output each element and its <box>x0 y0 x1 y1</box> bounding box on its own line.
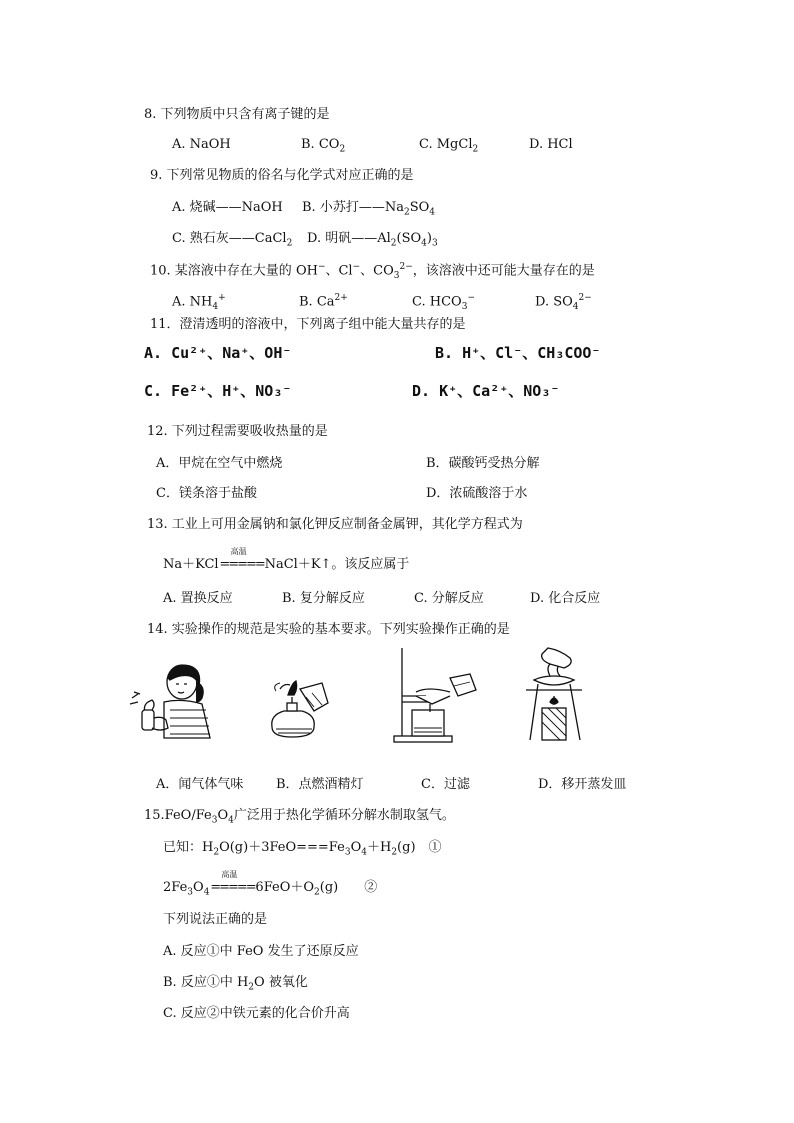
q11-option-d: D. K⁺、Ca²⁺、NO₃⁻ <box>412 382 560 400</box>
q14-option-b: B．点燃酒精灯 <box>276 777 364 792</box>
q12-option-d: D．浓硫酸溶于水 <box>426 486 528 501</box>
q8-stem: 8. 下列物质中只含有离子键的是 <box>144 107 330 122</box>
q14-option-d: D．移开蒸发皿 <box>538 777 627 792</box>
lighting-alcohol-lamp-illustration <box>262 667 334 743</box>
q13-option-b: B. 复分解反应 <box>282 591 365 606</box>
filtration-illustration <box>392 646 482 744</box>
q9-option-c: C. 熟石灰——CaCl$_2$ <box>172 231 293 249</box>
q9-option-a: A. 烧碱——NaOH <box>172 200 283 215</box>
q14-option-a: A．闻气体气味 <box>156 777 244 792</box>
q12-stem: 12. 下列过程需要吸收热量的是 <box>147 424 328 439</box>
q9-option-b: B. 小苏打$——Na_2SO_4$ <box>302 200 435 218</box>
smelling-gas-illustration <box>124 658 224 740</box>
q13-equation: Na＋KCl 高温 =====NaCl＋K↑。该反应属于 <box>163 547 410 572</box>
q15-stem: $15.FeO/Fe_3O_4$广泛用于热化学循环分解水制取氢气。 <box>144 808 455 826</box>
q11-option-a: A. Cu²⁺、Na⁺、OH⁻ <box>144 344 292 362</box>
q15-sub-stem: 下列说法正确的是 <box>163 912 268 927</box>
q14-option-c: C．过滤 <box>421 777 470 792</box>
removing-evaporating-dish-illustration <box>520 646 590 744</box>
q13-stem: 13. 工业上可用金属钠和氯化钾反应制备金属钾，其化学方程式为 <box>147 517 523 532</box>
q15-option-a: A. 反应①中 FeO 发生了还原反应 <box>163 944 359 959</box>
q10-option-c: C. $HCO_3^-$ <box>412 293 475 312</box>
q15-equation-1: 已知：$H_2O(g)+3FeO===Fe_3O_4+H_2(g)$ ① <box>163 840 442 858</box>
q10-option-b: B. $Ca^{2+}$ <box>299 293 348 310</box>
q8-option-b: B. $CO_2$ <box>301 137 346 155</box>
q14-stem: 14. 实验操作的规范是实验的基本要求。下列实验操作正确的是 <box>147 622 510 637</box>
q12-option-b: B．碳酸钙受热分解 <box>426 456 540 471</box>
q9-option-d: D. 明矾$——Al_2(SO_4)_3$ <box>307 231 438 249</box>
q13-option-d: D. 化合反应 <box>530 591 601 606</box>
q11-option-b: B. H⁺、Cl⁻、CH₃COO⁻ <box>435 344 601 362</box>
q15-equation-2: $2Fe_3O_4$ 高温 $=====6FeO+O_2(g)$ ② <box>163 870 378 898</box>
q12-option-a: A．甲烷在空气中燃烧 <box>156 456 283 471</box>
q15-option-b: B. 反应①中 $H_2O$ 被氧化 <box>163 975 308 993</box>
q15-option-c: C. 反应②中铁元素的化合价升高 <box>163 1006 350 1021</box>
q10-option-a: A. $NH_4^+$ <box>172 293 226 312</box>
q9-stem: 9. 下列常见物质的俗名与化学式对应正确的是 <box>150 168 414 183</box>
q10-stem: 10. 某溶液中存在大量的 OH−、Cl−、$CO_3^{2-}$，该溶液中还可能大量存在的是 <box>150 262 595 281</box>
q13-option-c: C. 分解反应 <box>414 591 484 606</box>
q10-option-d: D. $SO_4^{2-}$ <box>535 293 592 312</box>
q11-option-c: C. Fe²⁺、H⁺、NO₃⁻ <box>144 382 292 400</box>
q13-option-a: A. 置换反应 <box>163 591 233 606</box>
q8-option-a: A. NaOH <box>172 137 231 152</box>
q11-stem: 11．澄清透明的溶液中，下列离子组中能大量共存的是 <box>150 317 466 332</box>
q8-option-c: C. MgCl$_2$ <box>419 137 479 155</box>
q8-option-d: D. HCl <box>529 137 573 152</box>
q12-option-c: C．镁条溶于盐酸 <box>156 486 257 501</box>
